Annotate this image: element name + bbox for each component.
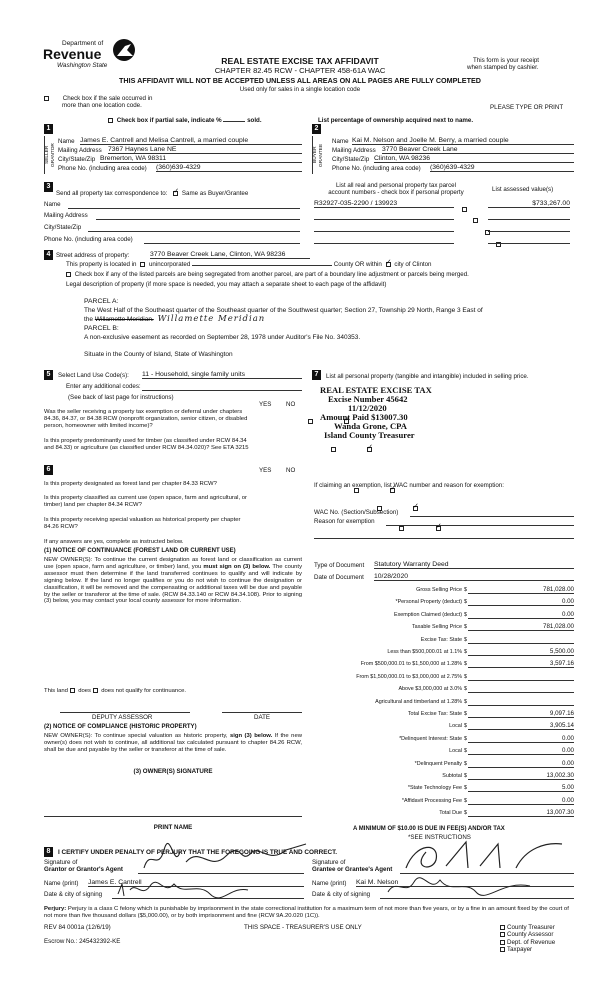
multi-location-label-2: more than one location code. (62, 102, 142, 109)
minimum-due: A MINIMUM OF $10.00 IS DUE IN FEE(S) AND/OR TAX (353, 826, 505, 832)
qualify-does-checkbox[interactable] (70, 688, 75, 693)
section-number-7: 7 (312, 370, 321, 380)
parcel-b-label: PARCEL B: (84, 325, 119, 332)
tax-row-value[interactable]: 13,002.30 (468, 771, 574, 780)
multi-location-checkbox[interactable] (44, 96, 49, 101)
dor-logo-emblem-icon (109, 38, 139, 62)
tax-row-value[interactable]: 5.00 (468, 783, 574, 792)
tax-row (312, 622, 574, 632)
parcel-a-label: PARCEL A: (84, 298, 119, 305)
street-address-label: Street address of property: (56, 252, 130, 259)
tax-row-label: Local (449, 723, 462, 730)
tax-row-value[interactable]: 781,028.00 (468, 622, 574, 631)
tax-row-value[interactable] (468, 684, 574, 693)
assessed-value-1[interactable]: $733,267.00 (488, 200, 570, 208)
tax-row-value[interactable] (468, 697, 574, 706)
dollar-sign-icon: $ (464, 649, 467, 655)
tax-row (312, 808, 574, 818)
seller-mail-label: Mailing Address (58, 147, 102, 154)
perjury-text: Perjury is a class C felony which is punishable by imprisonment in the state correctional institution for a maximum term of not more than five years, or by a fine in an amount fixed by the court of not more than five thousand dollars ($5,000.00), or by both imprisonment and fine (RCW 9A.20.020 (1C)). (44, 906, 569, 919)
parcel-1-personal-checkbox[interactable] (462, 207, 467, 212)
reason-field[interactable] (386, 525, 574, 526)
copy-checkbox[interactable] (500, 947, 505, 952)
tax-row-label: Exemption Claimed (deduct) (393, 611, 462, 618)
copy-label: County Treasurer (507, 924, 555, 931)
tax-row-label: *Personal Property (deduct) (395, 599, 462, 606)
receipt-note-1: This form is your receipt (473, 57, 540, 64)
legal-a-line-2 (84, 316, 265, 323)
s5-q2-no-checkbox[interactable] (367, 447, 372, 452)
wac-field[interactable] (410, 516, 574, 517)
partial-sale-label: Check box if partial sale, indicate % (116, 117, 222, 124)
tax-row-label: Gross Selling Price (416, 587, 462, 593)
s6-question-3: Is this property receiving special valuation as historical property per chapter 84.26 RCW? (44, 517, 241, 531)
tax-row-label: Above $3,000,000 at 3.0% (398, 686, 462, 693)
reason-label: Reason for exemption (314, 518, 375, 525)
section-number-1: 1 (44, 124, 53, 134)
form-title: REAL ESTATE EXCISE TAX AFFIDAVIT (221, 56, 379, 66)
qualify-this-land: This land (44, 688, 68, 695)
parcel-header (312, 182, 480, 197)
located-label: This property is located in (66, 261, 137, 268)
perjury-label: Perjury: (44, 906, 67, 912)
parcel-number-3[interactable] (314, 231, 454, 232)
parcel-header-1: List all real and personal property tax parcel (335, 182, 457, 189)
notice2-text-a: NEW OWNER(S): To continue special valuation as historic property, (44, 733, 228, 739)
tax-row-label: From $1,500,000.01 to $3,000,000 at 2.75% (356, 673, 462, 680)
stamp-line-2: Excise Number 45642 (328, 394, 408, 404)
stamp-line-3: 11/12/2020 (348, 403, 387, 413)
stamp-line-6: Island County Treasurer (324, 430, 415, 440)
situate-line: Situate in the County of Island, State of Washington (84, 351, 233, 358)
tax-row-label: *Delinquent Interest: State (399, 735, 462, 742)
s5-question-2: Is this property predominantly used for timber (as classified under RCW 84.34 and 84.33) or agriculture (as classified under RCW 84.34.020)? See ETA 3215 (44, 438, 249, 451)
unincorporated-checkbox[interactable] (140, 262, 145, 267)
county-or-label: County OR within (333, 261, 382, 268)
section-number-3: 3 (44, 182, 53, 192)
dollar-sign-icon: $ (464, 636, 467, 643)
dollar-sign-icon: $ (464, 797, 467, 804)
notice2-title: (2) NOTICE OF COMPLIANCE (HISTORIC PROPERTY) (44, 724, 197, 730)
section-number-4: 4 (44, 250, 53, 260)
buyer-name-label: Name (332, 138, 349, 145)
seller-name-field[interactable]: James E. Cantrell and Melisa Cantrell, a married couple (80, 137, 302, 145)
partial-sale-pct-field[interactable] (223, 121, 245, 122)
dor-logo (43, 38, 143, 72)
notice1-text (44, 557, 302, 605)
grantee-sig-label-2: Grantee or Grantee's Agent (312, 866, 393, 873)
logo-dept-line: Department of (62, 40, 104, 47)
copy-label: Taxpayer (507, 946, 533, 954)
notice1-text-a: NEW OWNER(S): To continue the current designation as forest land or classification as current use (open space, farm and agriculture, or timber) land, you (44, 557, 302, 570)
grantee-sig-label-1: Signature of (312, 859, 346, 866)
tax-row-value[interactable]: 0.00 (468, 597, 574, 606)
tax-row (312, 759, 574, 769)
legal-a-the: the (84, 316, 94, 323)
legal-a-struck-meridian: Willamette Meridian. (94, 316, 154, 323)
exemption-label: If claiming an exemption, list WAC number and reason for exemption: (314, 482, 504, 489)
corr-phone-field[interactable] (144, 243, 300, 244)
partial-sale-sold: sold. (247, 117, 262, 124)
perjury-statement (44, 906, 576, 920)
tax-row (312, 597, 574, 607)
assessor-date-label: DATE (254, 714, 271, 721)
deputy-assessor-line[interactable] (60, 712, 190, 713)
dollar-sign-icon: $ (464, 661, 467, 668)
tax-row-value[interactable]: 0.00 (468, 610, 574, 619)
tax-row (312, 721, 574, 731)
treasurer-use-only: THIS SPACE - TREASURER'S USE ONLY (244, 924, 362, 931)
s6-q3-yes-checkbox[interactable] (399, 526, 404, 531)
assessed-value-4[interactable] (488, 243, 570, 244)
buyer-city-label: City/State/Zip (332, 156, 370, 163)
grantee-name-label: Name (print) (312, 880, 347, 887)
s6-no-header: NO (286, 467, 296, 474)
owner-signature-line[interactable] (44, 816, 302, 817)
qualify-does-not-checkbox[interactable] (93, 688, 98, 693)
s5-no-header: NO (286, 401, 296, 408)
reason-field-2[interactable] (314, 538, 574, 539)
dollar-sign-icon: $ (464, 785, 467, 792)
s5-q2-yes-checkbox[interactable] (331, 447, 336, 452)
tax-correspondence-label: Send all property tax correspondence to: (56, 190, 168, 197)
deputy-assessor-label: DEPUTY ASSESSOR (92, 714, 153, 721)
if-yes-note: If any answers are yes, complete as instructed below. (44, 539, 184, 545)
form-location-note: Used only for sales in a single location code (239, 86, 361, 93)
buyer-side-label: BUYER GRANTEE (312, 136, 322, 174)
same-as-buyer-checkbox[interactable] (173, 191, 178, 196)
dollar-sign-icon: $ (464, 611, 467, 618)
tax-row-label: Less than $500,000.01 at 1.1% (387, 649, 462, 655)
stamp-line-1: REAL ESTATE EXCISE TAX (320, 385, 432, 395)
corr-name-label: Name (44, 201, 61, 208)
tax-row (312, 585, 574, 595)
seller-mail-field[interactable]: 7367 Haynes Lane NE (108, 146, 302, 154)
legal-b-line: A non-exclusive easement as recorded on September 28, 1978 under Auditor's File No. 340353. (84, 334, 361, 341)
form-subtitle: CHAPTER 82.45 RCW - CHAPTER 458-61A WAC (214, 66, 386, 75)
copy-checkbox[interactable] (500, 925, 505, 930)
tax-row (312, 659, 574, 669)
tax-row-value[interactable]: 13,007.30 (468, 808, 574, 817)
grantor-name-label: Name (print) (44, 880, 79, 887)
section-number-5: 5 (44, 370, 53, 380)
ownership-pct-note: List percentage of ownership acquired next to name. (318, 117, 474, 124)
copy-checkbox[interactable] (500, 940, 505, 945)
buyer-name-field[interactable]: Kai M. Nelson and Joelle M. Berry, a married couple (352, 137, 574, 145)
s6-question-1: Is this property designated as forest land per chapter 84.33 RCW? (44, 481, 217, 487)
grantee-date-line[interactable] (380, 898, 574, 899)
notice1-text-c: The county assessor must then determine if the land transferred continues to qualify and will indicate by signing below. If the land no longer qualifies or you do not wish to continue the designation or classification, it will be removed and the compensating or additional taxes will be due and payable by the seller or transferor at the time of sale. (RCW 84.33.140 or RCW 84.34.108). Prior to signing (3) below, you may contact your local county assessor for more information. (44, 563, 303, 605)
copy-item (500, 939, 555, 946)
see-instructions: *SEE INSTRUCTIONS (408, 834, 471, 841)
dollar-sign-icon: $ (464, 673, 467, 680)
corr-phone-label: Phone No. (including area code) (44, 236, 133, 243)
assessed-value-2[interactable] (488, 219, 570, 220)
grantor-date-handwriting-icon (114, 880, 254, 900)
seller-city-field[interactable]: Bremerton, WA 98311 (100, 155, 302, 163)
tax-row (312, 635, 574, 645)
buyer-phone-label: Phone No. (including area code) (332, 165, 421, 172)
copy-distribution (500, 924, 555, 954)
additional-codes-label: Enter any additional codes: (66, 383, 141, 390)
tax-row-value[interactable]: 0.00 (468, 734, 574, 743)
county-field[interactable] (192, 265, 332, 266)
tax-row-label: From $500,000.01 to $1,500,000 at 1.28% (360, 661, 462, 668)
tax-row-label: Total Excise Tax: State (407, 711, 462, 717)
logo-revenue-text: Revenue (43, 46, 102, 62)
dollar-sign-icon: $ (464, 599, 467, 606)
qualify-does-not: does not qualify for continuance. (101, 688, 187, 695)
tax-row (312, 647, 574, 657)
tax-row (312, 783, 574, 793)
tax-row-value[interactable] (468, 635, 574, 644)
legal-desc-label: Legal description of property (if more space is needed, you may attach a separate sheet to each page of the affidavit) (66, 281, 387, 288)
legal-a-line-1: The West Half of the Southeast quarter of the Southeast quarter of the Southwest quarter; Section 27, Township 29 North, Range 3 East of (84, 307, 483, 314)
stamp-line-4: Amount Paid $13007.30 (320, 412, 408, 422)
doc-type-label: Type of Document (314, 562, 365, 569)
doc-type-field[interactable]: Statutory Warranty Deed (374, 561, 574, 569)
s5-q1-yes-checkbox[interactable] (308, 419, 313, 424)
doc-date-field[interactable]: 10/28/2020 (374, 573, 574, 581)
tax-row-label: Taxable Selling Price (411, 624, 462, 631)
multi-location-label: Check box if the sale occurred in (62, 95, 153, 102)
tax-row (312, 734, 574, 744)
tax-row-value[interactable]: 0.00 (468, 746, 574, 755)
notice1-title: (1) NOTICE OF CONTINUANCE (FOREST LAND OR CURRENT USE) (44, 548, 236, 554)
s6-q2-no-checkbox[interactable] (413, 506, 418, 511)
notice2-text-c: If the new owner(s) does not wish to continue, all additional tax calculated pursuant to chapter 84.26 RCW, shall be due and payable by the seller or transferor at the time of sale. (44, 733, 302, 753)
notice1-text-b: must sign on (3) below. (203, 563, 271, 570)
tax-row-label: *Delinquent Penalty (414, 760, 462, 767)
copy-item (500, 924, 555, 931)
s6-q3-no-checkbox[interactable] (436, 526, 441, 531)
street-address-field[interactable]: 3770 Beaver Creek Lane, Clinton, WA 98236 (150, 251, 310, 259)
tax-row (312, 746, 574, 756)
grantor-signature-scribble-icon (140, 842, 310, 874)
buyer-phone-field[interactable]: (360)639-4329 (430, 164, 574, 172)
land-use-label: Select Land Use Code(s): (58, 372, 129, 379)
section-number-6: 6 (44, 465, 53, 475)
dollar-sign-icon: $ (464, 624, 467, 631)
dollar-sign-icon: $ (464, 723, 467, 730)
additional-codes-field[interactable] (142, 390, 302, 391)
segregated-checkbox[interactable] (66, 272, 71, 277)
please-print: PLEASE TYPE OR PRINT (490, 104, 564, 111)
tax-row (312, 771, 574, 781)
seller-section (44, 124, 302, 175)
partial-sale-checkbox[interactable] (108, 118, 113, 123)
parcel-header-2: account numbers - check box if personal property (328, 189, 464, 197)
tax-correspondence-row (56, 190, 248, 197)
corr-mail-field[interactable] (96, 219, 300, 220)
corr-city-label: City/State/Zip (44, 224, 82, 231)
tax-row-value[interactable]: 0.00 (468, 796, 574, 805)
seller-phone-field[interactable]: (360)639-4329 (156, 164, 302, 172)
s5-yes-header: YES (259, 401, 272, 408)
section-number-2: 2 (312, 124, 321, 134)
buyer-section (312, 124, 574, 175)
grantee-signature-scribble-icon (396, 838, 566, 874)
corr-name-field[interactable] (68, 208, 300, 209)
copy-item (500, 931, 555, 938)
tax-row-label: Local (449, 748, 462, 755)
assessed-header: List assessed value(s) (492, 186, 554, 193)
buyer-mail-label: Mailing Address (332, 147, 376, 154)
grantor-name-field[interactable]: James E. Cantrell (88, 879, 304, 887)
tax-row-label: Total Due (439, 810, 462, 817)
tax-row-value[interactable]: 3,905.14 (468, 721, 574, 730)
qualify-row (44, 688, 186, 695)
corr-city-field[interactable] (88, 231, 300, 232)
dollar-sign-icon: $ (464, 810, 467, 817)
tax-row-value[interactable]: 0.00 (468, 759, 574, 768)
copy-item (500, 946, 555, 953)
assessed-value-3[interactable] (488, 231, 570, 232)
s5-question-1: Was the seller receiving a property tax exemption or deferral under chapters 84.36, 84.37, or 84.38 RCW (nonprofit organization, senior citizen, or disabled person, homeowner with limited income)? (44, 409, 248, 429)
segregated-label: Check box if any of the listed parcels are being segregated from another parcel, are part of a boundary line adjustment or parcels being merged. (74, 271, 469, 278)
grantor-date-label: Date & city of signing (44, 891, 103, 898)
land-use-field[interactable]: 11 - Household, single family units (142, 371, 302, 379)
dollar-sign-icon: $ (464, 748, 467, 755)
parcel-2-personal-checkbox[interactable] (473, 218, 478, 223)
seller-name-label: Name (58, 138, 75, 145)
tax-row-value[interactable]: 5,500.00 (468, 647, 574, 656)
logo-state-line: Washington State (57, 62, 108, 69)
wac-label: WAC No. (Section/Subsection) (314, 509, 399, 516)
doc-date-label: Date of Document (314, 574, 364, 581)
treasurer-stamp (320, 386, 470, 440)
s6-question-2: Is this property classified as current use (open space, farm and agricultural, or timber) land per chapter 84.34 RCW? (44, 495, 247, 509)
buyer-mail-field[interactable]: 3770 Beaver Creek Lane (382, 146, 574, 154)
tax-row-value[interactable]: 9,097.16 (468, 709, 574, 718)
city-checkbox[interactable] (386, 262, 391, 267)
dollar-sign-icon: $ (464, 773, 467, 779)
form-number: REV 84 0001a (12/6/19) (44, 924, 111, 931)
section-number-8: 8 (44, 847, 53, 857)
tax-row-value[interactable]: 781,028.00 (468, 585, 574, 594)
tax-row-label: Excise Tax: State (420, 636, 462, 643)
copy-label: County Assessor (507, 931, 554, 939)
owner-signature-label: (3) OWNER(S) SIGNATURE (133, 768, 213, 775)
notice2-text (44, 733, 302, 754)
notice2-text-b: sign (3) below. (229, 733, 273, 739)
parcel-number-2[interactable] (314, 219, 454, 220)
legal-a-handwritten-meridian: Willamette Meridian (157, 314, 266, 324)
dollar-sign-icon: $ (464, 760, 467, 767)
assessor-date-line[interactable] (222, 712, 302, 713)
copy-label: Dept. of Revenue (507, 938, 556, 946)
dollar-sign-icon: $ (464, 711, 467, 717)
segregated-row (66, 271, 469, 278)
tax-row-label: *State Technology Fee (407, 785, 462, 792)
tax-row (312, 796, 574, 806)
back-note: (See back of last page for instructions) (68, 394, 174, 401)
form-warning: THIS AFFIDAVIT WILL NOT BE ACCEPTED UNLESS ALL AREAS ON ALL PAGES ARE FULLY COMPLETED (119, 76, 481, 85)
unincorporated-label: unincorporated (148, 261, 191, 268)
grantor-sig-label-2: Grantor or Grantor's Agent (44, 866, 123, 873)
tax-row (312, 709, 574, 719)
stamp-line-5: Wanda Grone, CPA (334, 421, 407, 431)
parcel-number-4[interactable] (314, 243, 454, 244)
dollar-sign-icon: $ (464, 587, 467, 593)
seller-side-label: SELLER GRANTOR (44, 136, 54, 174)
tax-row-value[interactable]: 3,597.16 (468, 659, 574, 668)
s6-yes-header: YES (259, 467, 272, 474)
tax-row-value[interactable] (468, 672, 574, 681)
escrow-number: Escrow No.: 245432392-KE (44, 938, 121, 945)
certify-statement: I CERTIFY UNDER PENALTY OF PERJURY THAT THE FOREGOING IS TRUE AND CORRECT. (58, 849, 338, 856)
tax-row-label: *Affidavit Processing Fee (401, 797, 462, 804)
qualify-does: does (78, 688, 91, 695)
tax-row-label: Subtotal (442, 773, 462, 779)
print-name-label: PRINT NAME (153, 824, 193, 831)
grantee-date-label: Date & city of signing (312, 891, 371, 898)
tax-row (312, 684, 574, 694)
seller-phone-label: Phone No. (including area code) (58, 165, 147, 172)
dollar-sign-icon: $ (464, 698, 467, 705)
location-row (66, 261, 432, 268)
grantee-date-handwriting-icon (384, 876, 534, 898)
same-as-buyer-label: Same as Buyer/Grantee (181, 190, 249, 197)
city-of-label: city of Clinton (394, 261, 432, 268)
buyer-city-field[interactable]: Clinton, WA 98236 (374, 155, 574, 163)
parcel-number-1[interactable]: R32927-035-2290 / 139923 (314, 200, 454, 208)
dollar-sign-icon: $ (464, 735, 467, 742)
grantee-name-field[interactable]: Kai M. Nelson (356, 879, 574, 887)
personal-property-label: List all personal property (tangible and intangible) included in selling price. (326, 373, 529, 380)
tax-row-label: Agricultural and timberland at 1.28% (375, 698, 462, 705)
tax-row (312, 697, 574, 707)
receipt-note-2: when stamped by cashier. (467, 64, 539, 71)
corr-mail-label: Mailing Address (44, 212, 88, 219)
tax-row (312, 610, 574, 620)
seller-city-label: City/State/Zip (58, 156, 96, 163)
copy-checkbox[interactable] (500, 932, 505, 937)
tax-row (312, 672, 574, 682)
grantor-sig-label-1: Signature of (44, 859, 78, 866)
dollar-sign-icon: $ (464, 686, 467, 693)
